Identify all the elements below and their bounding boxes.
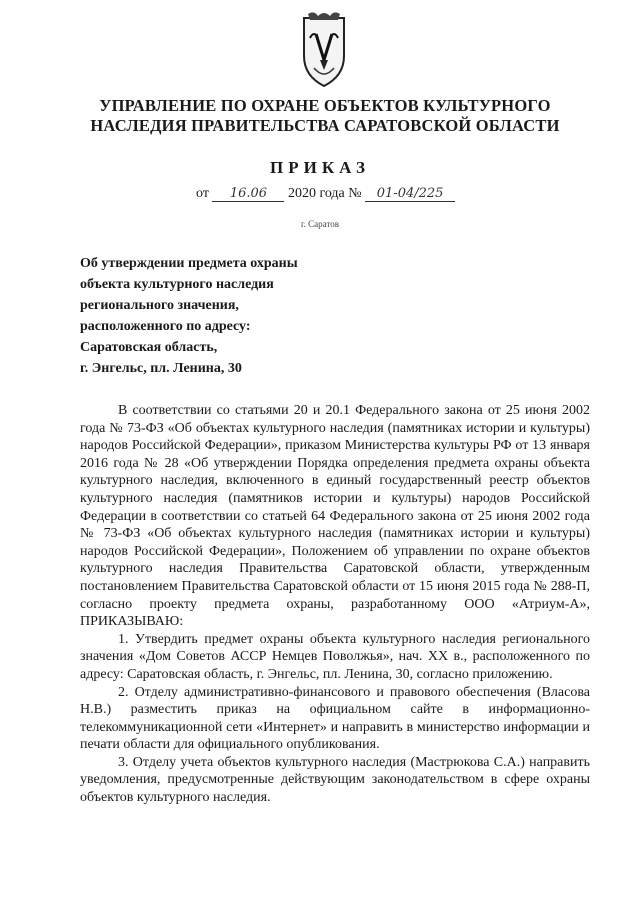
subject-line: регионального значения, — [80, 298, 239, 313]
order-item-1: 1. Утвердить предмет охраны объекта культурного наследия регионального значения «Дом Советов АССР Немцев Поволжья», нач. XX в., расположенного по адресу: Саратовская область, г. Энгельс, пл. Ленина, 30, согласно приложению. — [80, 631, 590, 682]
date-prefix: от — [196, 186, 209, 201]
order-body — [80, 402, 590, 807]
subject-line: г. Энгельс, пл. Ленина, 30 — [80, 361, 242, 376]
subject-line: Об утверждении предмета охраны — [80, 256, 298, 271]
handwritten-date: 16.06 — [212, 186, 284, 202]
coat-of-arms-emblem — [296, 10, 352, 90]
subject-line: объекта культурного наследия — [80, 277, 274, 292]
order-item-3: 3. Отделу учета объектов культурного наследия (Мастрюкова С.А.) направить уведомления, предусмотренные действующим законодательством в сфере охраны объектов культурного наследия. — [80, 754, 590, 806]
order-subject — [80, 253, 298, 379]
org-name-line-2: НАСЛЕДИЯ ПРАВИТЕЛЬСТВА САРАТОВСКОЙ ОБЛАСТИ — [90, 116, 560, 135]
subject-line: расположенного по адресу: — [80, 319, 251, 334]
handwritten-order-number: 01-04/225 — [365, 186, 455, 202]
city-label: г. Саратов — [301, 219, 339, 229]
order-item-2: 2. Отделу административно-финансового и правового обеспечения (Власова Н.В.) разместить приказ на официальном сайте в информационно-телекоммуникационной сети «Интернет» и направить в министерство информации и печати области для официального опубликования. — [80, 684, 590, 753]
preamble-paragraph: В соответствии со статьями 20 и 20.1 Федерального закона от 25 июня 2002 года № 73-ФЗ «Об объектах культурного наследия (памятниках истории и культуры) народов Российской Федерации», приказом Министерства культуры РФ от 13 января 2016 года № 28 «Об утверждении Порядка определения предмета охраны объекта культурного наследия, включенного в единый государственный реестр объектов культурного наследия (памятников истории и культуры) народов Российской Федерации в соответствии со статьей 64 Федерального закона от 25 июня 2002 года № 73-ФЗ «Об объектах культурного наследия (памятниках истории и культуры) народов Российской Федерации», Положением об управлении по охране объектов культурного наследия Правительства Саратовской области, утвержденным постановлением Правительства Саратовской области от 15 июня 2015 года № 288-П, согласно проекту предмета охраны, разработанному ООО «Атриум-А», ПРИКАЗЫВАЮ: — [80, 403, 590, 630]
subject-line: Саратовская область, — [80, 340, 218, 355]
order-date-line — [196, 186, 455, 202]
org-name-line-1: УПРАВЛЕНИЕ ПО ОХРАНЕ ОБЪЕКТОВ КУЛЬТУРНОГО — [99, 96, 551, 115]
document-title: ПРИКАЗ — [270, 158, 370, 177]
date-suffix: 2020 года № — [287, 186, 362, 201]
